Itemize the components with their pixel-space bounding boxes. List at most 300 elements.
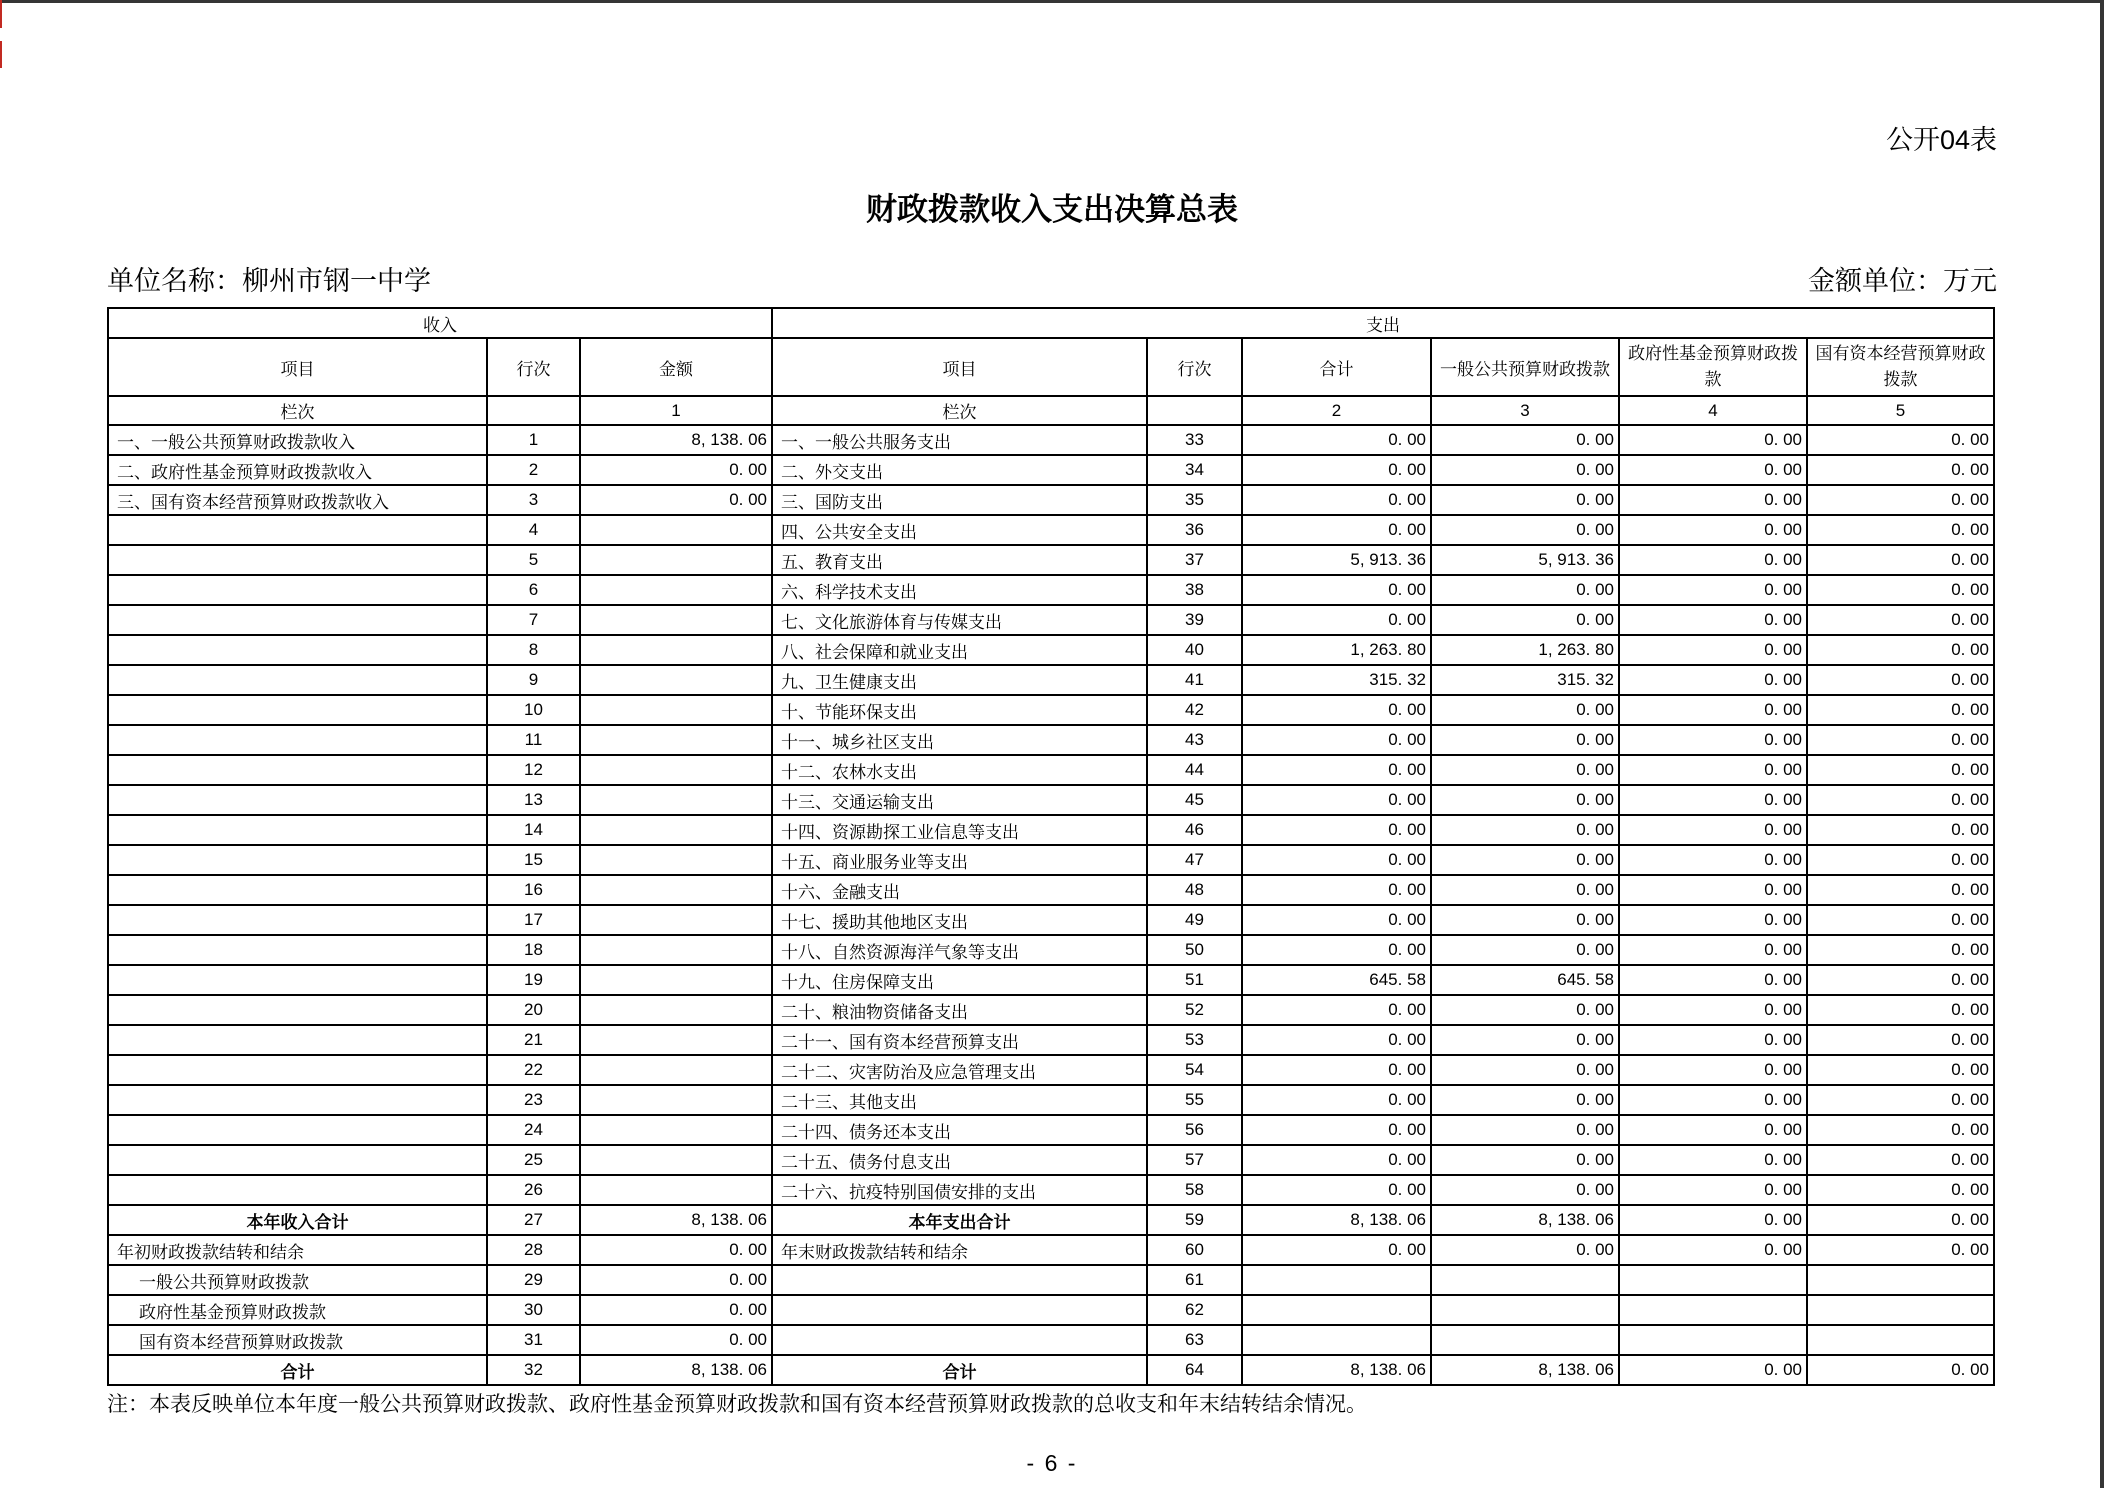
income-row-number: 1 bbox=[487, 425, 580, 455]
expense-state-capital-amount: 0. 00 bbox=[1807, 755, 1994, 785]
income-item-header: 项目 bbox=[108, 338, 487, 396]
expense-gov-fund-amount: 0. 00 bbox=[1619, 1025, 1807, 1055]
expense-total-amount: 5, 913. 36 bbox=[1242, 545, 1431, 575]
expense-state-capital-index: 5 bbox=[1807, 396, 1994, 425]
expense-row-number: 52 bbox=[1147, 995, 1242, 1025]
expense-row-number: 44 bbox=[1147, 755, 1242, 785]
expense-general-budget-amount: 0. 00 bbox=[1431, 695, 1619, 725]
income-amount: 0. 00 bbox=[580, 1265, 772, 1295]
table-row bbox=[108, 875, 1994, 905]
income-amount bbox=[580, 725, 772, 755]
amount-unit-label: 金额单位：万元 bbox=[1808, 266, 1997, 296]
income-item-cell bbox=[108, 875, 487, 905]
expense-item-cell: 十二、农林水支出 bbox=[772, 755, 1147, 785]
expense-item-cell: 年末财政拨款结转和结余 bbox=[772, 1235, 1147, 1265]
expense-general-budget-amount: 315. 32 bbox=[1431, 665, 1619, 695]
income-row-number: 2 bbox=[487, 455, 580, 485]
income-row-header: 行次 bbox=[487, 338, 580, 396]
expense-state-capital-amount: 0. 00 bbox=[1807, 605, 1994, 635]
income-row-number: 28 bbox=[487, 1235, 580, 1265]
expense-general-budget-amount bbox=[1431, 1325, 1619, 1355]
expense-gov-fund-amount: 0. 00 bbox=[1619, 1115, 1807, 1145]
expense-general-budget-amount: 0. 00 bbox=[1431, 1145, 1619, 1175]
expense-gov-fund-amount: 0. 00 bbox=[1619, 935, 1807, 965]
expense-gov-fund-amount: 0. 00 bbox=[1619, 725, 1807, 755]
income-item-cell bbox=[108, 1175, 487, 1205]
income-section-header: 收入 bbox=[108, 308, 772, 338]
expense-section-header: 支出 bbox=[772, 308, 1994, 338]
expense-state-capital-amount: 0. 00 bbox=[1807, 665, 1994, 695]
expense-general-budget-amount: 0. 00 bbox=[1431, 995, 1619, 1025]
income-amount bbox=[580, 1145, 772, 1175]
table-row bbox=[108, 695, 1994, 725]
income-item-cell bbox=[108, 935, 487, 965]
expense-item-cell: 十六、金融支出 bbox=[772, 875, 1147, 905]
income-item-cell bbox=[108, 905, 487, 935]
income-amount bbox=[580, 1175, 772, 1205]
expense-total-amount: 0. 00 bbox=[1242, 1145, 1431, 1175]
expense-state-capital-amount: 0. 00 bbox=[1807, 1205, 1994, 1235]
budget-summary-table bbox=[107, 307, 1995, 1386]
column-header-row bbox=[108, 338, 1994, 396]
expense-total-amount: 0. 00 bbox=[1242, 785, 1431, 815]
expense-row-header: 行次 bbox=[1147, 338, 1242, 396]
expense-total-amount: 0. 00 bbox=[1242, 1235, 1431, 1265]
income-row-number: 22 bbox=[487, 1055, 580, 1085]
expense-item-cell: 九、卫生健康支出 bbox=[772, 665, 1147, 695]
expense-general-budget-amount: 0. 00 bbox=[1431, 905, 1619, 935]
expense-state-capital-amount: 0. 00 bbox=[1807, 905, 1994, 935]
income-amount bbox=[580, 815, 772, 845]
expense-row-number: 38 bbox=[1147, 575, 1242, 605]
expense-row-number: 63 bbox=[1147, 1325, 1242, 1355]
expense-row-number: 36 bbox=[1147, 515, 1242, 545]
income-item-cell bbox=[108, 965, 487, 995]
expense-item-cell: 二、外交支出 bbox=[772, 455, 1147, 485]
expense-item-cell: 二十二、灾害防治及应急管理支出 bbox=[772, 1055, 1147, 1085]
income-amount: 0. 00 bbox=[580, 1235, 772, 1265]
expense-row-number: 33 bbox=[1147, 425, 1242, 455]
income-item-cell: 合计 bbox=[108, 1355, 487, 1385]
form-number-label: 公开04表 bbox=[1885, 125, 1997, 155]
expense-gov-fund-amount: 0. 00 bbox=[1619, 1175, 1807, 1205]
expense-row-number: 60 bbox=[1147, 1235, 1242, 1265]
table-row bbox=[108, 1175, 1994, 1205]
income-row-number: 17 bbox=[487, 905, 580, 935]
expense-total-amount: 0. 00 bbox=[1242, 1025, 1431, 1055]
expense-state-capital-amount: 0. 00 bbox=[1807, 1175, 1994, 1205]
expense-state-capital-amount: 0. 00 bbox=[1807, 995, 1994, 1025]
income-amount bbox=[580, 665, 772, 695]
expense-general-budget-amount: 0. 00 bbox=[1431, 1115, 1619, 1145]
expense-general-budget-amount: 0. 00 bbox=[1431, 785, 1619, 815]
expense-general-budget-amount: 0. 00 bbox=[1431, 605, 1619, 635]
expense-gov-fund-amount: 0. 00 bbox=[1619, 575, 1807, 605]
table-row bbox=[108, 1025, 1994, 1055]
expense-row-number: 54 bbox=[1147, 1055, 1242, 1085]
expense-item-cell bbox=[772, 1295, 1147, 1325]
table-row bbox=[108, 515, 1994, 545]
income-amount bbox=[580, 785, 772, 815]
income-row-number: 23 bbox=[487, 1085, 580, 1115]
expense-general-budget-amount: 645. 58 bbox=[1431, 965, 1619, 995]
expense-total-amount: 0. 00 bbox=[1242, 1175, 1431, 1205]
expense-gov-fund-amount: 0. 00 bbox=[1619, 605, 1807, 635]
expense-total-amount: 0. 00 bbox=[1242, 425, 1431, 455]
expense-gov-fund-amount: 0. 00 bbox=[1619, 965, 1807, 995]
expense-row-number: 47 bbox=[1147, 845, 1242, 875]
expense-item-cell: 二十六、抗疫特别国债安排的支出 bbox=[772, 1175, 1147, 1205]
income-item-cell bbox=[108, 1115, 487, 1145]
income-index-label: 栏次 bbox=[108, 396, 487, 425]
expense-gov-fund-amount: 0. 00 bbox=[1619, 635, 1807, 665]
table-row bbox=[108, 905, 1994, 935]
expense-row-number: 59 bbox=[1147, 1205, 1242, 1235]
expense-general-budget-amount: 0. 00 bbox=[1431, 1055, 1619, 1085]
income-row-number: 6 bbox=[487, 575, 580, 605]
income-item-cell: 本年收入合计 bbox=[108, 1205, 487, 1235]
expense-state-capital-amount bbox=[1807, 1325, 1994, 1355]
income-item-cell bbox=[108, 755, 487, 785]
table-row bbox=[108, 755, 1994, 785]
income-amount: 0. 00 bbox=[580, 485, 772, 515]
expense-state-capital-amount: 0. 00 bbox=[1807, 725, 1994, 755]
expense-state-capital-amount: 0. 00 bbox=[1807, 635, 1994, 665]
income-row-number: 29 bbox=[487, 1265, 580, 1295]
expense-total-amount: 8, 138. 06 bbox=[1242, 1355, 1431, 1385]
expense-row-number: 39 bbox=[1147, 605, 1242, 635]
table-row bbox=[108, 815, 1994, 845]
expense-item-cell: 六、科学技术支出 bbox=[772, 575, 1147, 605]
income-amount: 8, 138. 06 bbox=[580, 425, 772, 455]
income-amount bbox=[580, 575, 772, 605]
expense-gov-fund-amount: 0. 00 bbox=[1619, 905, 1807, 935]
income-amount bbox=[580, 755, 772, 785]
expense-general-budget-amount: 0. 00 bbox=[1431, 935, 1619, 965]
expense-item-cell bbox=[772, 1325, 1147, 1355]
scan-top-edge-line bbox=[0, 0, 2104, 3]
table-row bbox=[108, 665, 1994, 695]
expense-item-cell: 八、社会保障和就业支出 bbox=[772, 635, 1147, 665]
income-row-number: 11 bbox=[487, 725, 580, 755]
income-amount bbox=[580, 635, 772, 665]
income-amount: 0. 00 bbox=[580, 1295, 772, 1325]
expense-general-budget-amount: 0. 00 bbox=[1431, 875, 1619, 905]
income-row-number: 32 bbox=[487, 1355, 580, 1385]
income-item-cell bbox=[108, 785, 487, 815]
expense-general-budget-amount: 0. 00 bbox=[1431, 1235, 1619, 1265]
expense-state-capital-amount: 0. 00 bbox=[1807, 1025, 1994, 1055]
expense-item-cell: 十九、住房保障支出 bbox=[772, 965, 1147, 995]
income-row-number: 18 bbox=[487, 935, 580, 965]
income-row-number: 4 bbox=[487, 515, 580, 545]
expense-total-amount: 0. 00 bbox=[1242, 575, 1431, 605]
expense-general-budget-amount: 5, 913. 36 bbox=[1431, 545, 1619, 575]
blank-cell bbox=[1147, 396, 1242, 425]
expense-gov-fund-amount: 0. 00 bbox=[1619, 755, 1807, 785]
expense-gov-fund-index: 4 bbox=[1619, 396, 1807, 425]
expense-gov-fund-amount: 0. 00 bbox=[1619, 1055, 1807, 1085]
expense-gov-fund-amount bbox=[1619, 1295, 1807, 1325]
table-row bbox=[108, 845, 1994, 875]
expense-gov-fund-amount: 0. 00 bbox=[1619, 1355, 1807, 1385]
expense-state-capital-amount: 0. 00 bbox=[1807, 1145, 1994, 1175]
income-row-number: 31 bbox=[487, 1325, 580, 1355]
income-row-number: 10 bbox=[487, 695, 580, 725]
expense-total-amount: 0. 00 bbox=[1242, 995, 1431, 1025]
income-item-cell: 国有资本经营预算财政拨款 bbox=[108, 1325, 487, 1355]
expense-total-header: 合计 bbox=[1242, 338, 1431, 396]
table-body bbox=[108, 425, 1994, 1385]
expense-state-capital-amount: 0. 00 bbox=[1807, 1085, 1994, 1115]
expense-total-index: 2 bbox=[1242, 396, 1431, 425]
expense-item-cell: 二十四、债务还本支出 bbox=[772, 1115, 1147, 1145]
expense-row-number: 34 bbox=[1147, 455, 1242, 485]
expense-row-number: 49 bbox=[1147, 905, 1242, 935]
income-item-cell bbox=[108, 995, 487, 1025]
expense-general-budget-header: 一般公共预算财政拨款 bbox=[1431, 338, 1619, 396]
table-row bbox=[108, 965, 1994, 995]
income-amount bbox=[580, 1025, 772, 1055]
table-row bbox=[108, 635, 1994, 665]
income-item-cell bbox=[108, 545, 487, 575]
income-amount bbox=[580, 965, 772, 995]
expense-gov-fund-amount: 0. 00 bbox=[1619, 1085, 1807, 1115]
expense-item-cell: 十、节能环保支出 bbox=[772, 695, 1147, 725]
expense-item-header: 项目 bbox=[772, 338, 1147, 396]
expense-total-amount: 0. 00 bbox=[1242, 455, 1431, 485]
table-row bbox=[108, 1325, 1994, 1355]
expense-item-cell: 一、一般公共服务支出 bbox=[772, 425, 1147, 455]
income-amount: 0. 00 bbox=[580, 455, 772, 485]
scan-red-mark bbox=[0, 0, 2, 28]
table-row bbox=[108, 1145, 1994, 1175]
income-item-cell: 一般公共预算财政拨款 bbox=[108, 1265, 487, 1295]
expense-general-budget-amount: 0. 00 bbox=[1431, 485, 1619, 515]
expense-state-capital-amount: 0. 00 bbox=[1807, 785, 1994, 815]
expense-total-amount: 1, 263. 80 bbox=[1242, 635, 1431, 665]
income-row-number: 24 bbox=[487, 1115, 580, 1145]
expense-item-cell: 十三、交通运输支出 bbox=[772, 785, 1147, 815]
expense-total-amount: 0. 00 bbox=[1242, 1085, 1431, 1115]
income-item-cell: 政府性基金预算财政拨款 bbox=[108, 1295, 487, 1325]
expense-total-amount: 0. 00 bbox=[1242, 1055, 1431, 1085]
expense-row-number: 56 bbox=[1147, 1115, 1242, 1145]
expense-general-budget-amount bbox=[1431, 1295, 1619, 1325]
expense-general-budget-amount: 0. 00 bbox=[1431, 845, 1619, 875]
expense-total-amount: 0. 00 bbox=[1242, 695, 1431, 725]
expense-total-amount: 0. 00 bbox=[1242, 605, 1431, 635]
expense-gov-fund-amount: 0. 00 bbox=[1619, 545, 1807, 575]
expense-item-cell: 四、公共安全支出 bbox=[772, 515, 1147, 545]
expense-state-capital-amount: 0. 00 bbox=[1807, 845, 1994, 875]
expense-gov-fund-amount: 0. 00 bbox=[1619, 515, 1807, 545]
expense-total-amount: 0. 00 bbox=[1242, 755, 1431, 785]
expense-total-amount: 0. 00 bbox=[1242, 875, 1431, 905]
expense-gov-fund-amount: 0. 00 bbox=[1619, 1145, 1807, 1175]
income-amount-header: 金额 bbox=[580, 338, 772, 396]
income-row-number: 26 bbox=[487, 1175, 580, 1205]
income-row-number: 16 bbox=[487, 875, 580, 905]
expense-row-number: 58 bbox=[1147, 1175, 1242, 1205]
expense-state-capital-amount: 0. 00 bbox=[1807, 935, 1994, 965]
expense-row-number: 43 bbox=[1147, 725, 1242, 755]
income-item-cell bbox=[108, 635, 487, 665]
expense-gov-fund-amount: 0. 00 bbox=[1619, 665, 1807, 695]
table-row bbox=[108, 1265, 1994, 1295]
income-row-number: 7 bbox=[487, 605, 580, 635]
blank-cell bbox=[487, 396, 580, 425]
expense-general-budget-amount: 0. 00 bbox=[1431, 815, 1619, 845]
table-row bbox=[108, 425, 1994, 455]
expense-general-budget-amount: 0. 00 bbox=[1431, 455, 1619, 485]
income-amount bbox=[580, 905, 772, 935]
income-amount bbox=[580, 605, 772, 635]
expense-total-amount: 0. 00 bbox=[1242, 725, 1431, 755]
expense-general-budget-amount: 0. 00 bbox=[1431, 425, 1619, 455]
table-row bbox=[108, 1115, 1994, 1145]
income-item-cell bbox=[108, 515, 487, 545]
income-item-cell: 年初财政拨款结转和结余 bbox=[108, 1235, 487, 1265]
expense-row-number: 51 bbox=[1147, 965, 1242, 995]
expense-gov-fund-amount: 0. 00 bbox=[1619, 455, 1807, 485]
expense-state-capital-amount: 0. 00 bbox=[1807, 575, 1994, 605]
income-amount bbox=[580, 1055, 772, 1085]
table-row bbox=[108, 995, 1994, 1025]
expense-row-number: 41 bbox=[1147, 665, 1242, 695]
table-row bbox=[108, 575, 1994, 605]
income-amount: 8, 138. 06 bbox=[580, 1205, 772, 1235]
table-row bbox=[108, 1295, 1994, 1325]
expense-state-capital-amount: 0. 00 bbox=[1807, 695, 1994, 725]
expense-gov-fund-amount: 0. 00 bbox=[1619, 785, 1807, 815]
income-item-cell bbox=[108, 605, 487, 635]
income-amount bbox=[580, 875, 772, 905]
expense-general-budget-amount: 8, 138. 06 bbox=[1431, 1205, 1619, 1235]
income-amount: 0. 00 bbox=[580, 1325, 772, 1355]
expense-row-number: 48 bbox=[1147, 875, 1242, 905]
expense-gov-fund-amount: 0. 00 bbox=[1619, 485, 1807, 515]
income-item-cell bbox=[108, 665, 487, 695]
income-row-number: 3 bbox=[487, 485, 580, 515]
table-row bbox=[108, 545, 1994, 575]
expense-state-capital-header: 国有资本经营预算财政拨款 bbox=[1807, 338, 1994, 396]
income-item-cell bbox=[108, 725, 487, 755]
income-row-number: 9 bbox=[487, 665, 580, 695]
expense-total-amount: 0. 00 bbox=[1242, 1115, 1431, 1145]
expense-index-label: 栏次 bbox=[772, 396, 1147, 425]
expense-general-budget-amount: 0. 00 bbox=[1431, 725, 1619, 755]
expense-row-number: 61 bbox=[1147, 1265, 1242, 1295]
expense-state-capital-amount: 0. 00 bbox=[1807, 815, 1994, 845]
table-row bbox=[108, 455, 1994, 485]
expense-state-capital-amount: 0. 00 bbox=[1807, 425, 1994, 455]
expense-total-amount bbox=[1242, 1295, 1431, 1325]
expense-total-amount bbox=[1242, 1265, 1431, 1295]
expense-total-amount: 315. 32 bbox=[1242, 665, 1431, 695]
expense-gov-fund-amount: 0. 00 bbox=[1619, 1205, 1807, 1235]
table-row bbox=[108, 485, 1994, 515]
expense-item-cell: 十八、自然资源海洋气象等支出 bbox=[772, 935, 1147, 965]
expense-state-capital-amount: 0. 00 bbox=[1807, 1115, 1994, 1145]
table-row bbox=[108, 1055, 1994, 1085]
expense-item-cell: 十七、援助其他地区支出 bbox=[772, 905, 1147, 935]
income-item-cell bbox=[108, 1085, 487, 1115]
expense-gov-fund-amount: 0. 00 bbox=[1619, 425, 1807, 455]
expense-state-capital-amount: 0. 00 bbox=[1807, 1355, 1994, 1385]
expense-state-capital-amount bbox=[1807, 1265, 1994, 1295]
income-row-number: 21 bbox=[487, 1025, 580, 1055]
income-amount: 8, 138. 06 bbox=[580, 1355, 772, 1385]
expense-total-amount: 0. 00 bbox=[1242, 515, 1431, 545]
expense-row-number: 55 bbox=[1147, 1085, 1242, 1115]
table-row bbox=[108, 1355, 1994, 1385]
expense-total-amount: 0. 00 bbox=[1242, 905, 1431, 935]
expense-item-cell: 十四、资源勘探工业信息等支出 bbox=[772, 815, 1147, 845]
income-row-number: 15 bbox=[487, 845, 580, 875]
table-row bbox=[108, 1205, 1994, 1235]
expense-gov-fund-amount: 0. 00 bbox=[1619, 695, 1807, 725]
expense-row-number: 62 bbox=[1147, 1295, 1242, 1325]
expense-item-cell: 二十一、国有资本经营预算支出 bbox=[772, 1025, 1147, 1055]
section-header-row bbox=[108, 308, 1994, 338]
table-row bbox=[108, 785, 1994, 815]
expense-row-number: 57 bbox=[1147, 1145, 1242, 1175]
expense-gov-fund-amount: 0. 00 bbox=[1619, 1235, 1807, 1265]
expense-general-budget-amount: 0. 00 bbox=[1431, 755, 1619, 785]
expense-state-capital-amount: 0. 00 bbox=[1807, 515, 1994, 545]
income-row-number: 20 bbox=[487, 995, 580, 1025]
expense-total-amount bbox=[1242, 1325, 1431, 1355]
page-number: - 6 - bbox=[1026, 1450, 1078, 1476]
expense-total-amount: 0. 00 bbox=[1242, 845, 1431, 875]
expense-item-cell: 十一、城乡社区支出 bbox=[772, 725, 1147, 755]
income-row-number: 14 bbox=[487, 815, 580, 845]
expense-item-cell: 二十五、债务付息支出 bbox=[772, 1145, 1147, 1175]
income-amount bbox=[580, 1085, 772, 1115]
expense-total-amount: 645. 58 bbox=[1242, 965, 1431, 995]
expense-state-capital-amount: 0. 00 bbox=[1807, 875, 1994, 905]
expense-general-budget-amount: 0. 00 bbox=[1431, 1175, 1619, 1205]
expense-item-cell: 十五、商业服务业等支出 bbox=[772, 845, 1147, 875]
expense-row-number: 37 bbox=[1147, 545, 1242, 575]
expense-general-budget-amount: 0. 00 bbox=[1431, 1085, 1619, 1115]
expense-gov-fund-amount: 0. 00 bbox=[1619, 995, 1807, 1025]
income-item-cell bbox=[108, 695, 487, 725]
expense-row-number: 50 bbox=[1147, 935, 1242, 965]
expense-item-cell: 合计 bbox=[772, 1355, 1147, 1385]
expense-total-amount: 8, 138. 06 bbox=[1242, 1205, 1431, 1235]
expense-gov-fund-amount: 0. 00 bbox=[1619, 815, 1807, 845]
expense-general-index: 3 bbox=[1431, 396, 1619, 425]
expense-item-cell: 二十三、其他支出 bbox=[772, 1085, 1147, 1115]
income-row-number: 25 bbox=[487, 1145, 580, 1175]
expense-state-capital-amount: 0. 00 bbox=[1807, 485, 1994, 515]
expense-gov-fund-header: 政府性基金预算财政拨款 bbox=[1619, 338, 1807, 396]
table-row bbox=[108, 1235, 1994, 1265]
income-amount bbox=[580, 995, 772, 1025]
expense-gov-fund-amount: 0. 00 bbox=[1619, 875, 1807, 905]
income-item-cell: 一、一般公共预算财政拨款收入 bbox=[108, 425, 487, 455]
income-item-cell bbox=[108, 1145, 487, 1175]
expense-row-number: 35 bbox=[1147, 485, 1242, 515]
expense-item-cell: 三、国防支出 bbox=[772, 485, 1147, 515]
table-row bbox=[108, 605, 1994, 635]
expense-gov-fund-amount bbox=[1619, 1325, 1807, 1355]
income-item-cell: 三、国有资本经营预算财政拨款收入 bbox=[108, 485, 487, 515]
expense-state-capital-amount: 0. 00 bbox=[1807, 1235, 1994, 1265]
table-row bbox=[108, 1085, 1994, 1115]
